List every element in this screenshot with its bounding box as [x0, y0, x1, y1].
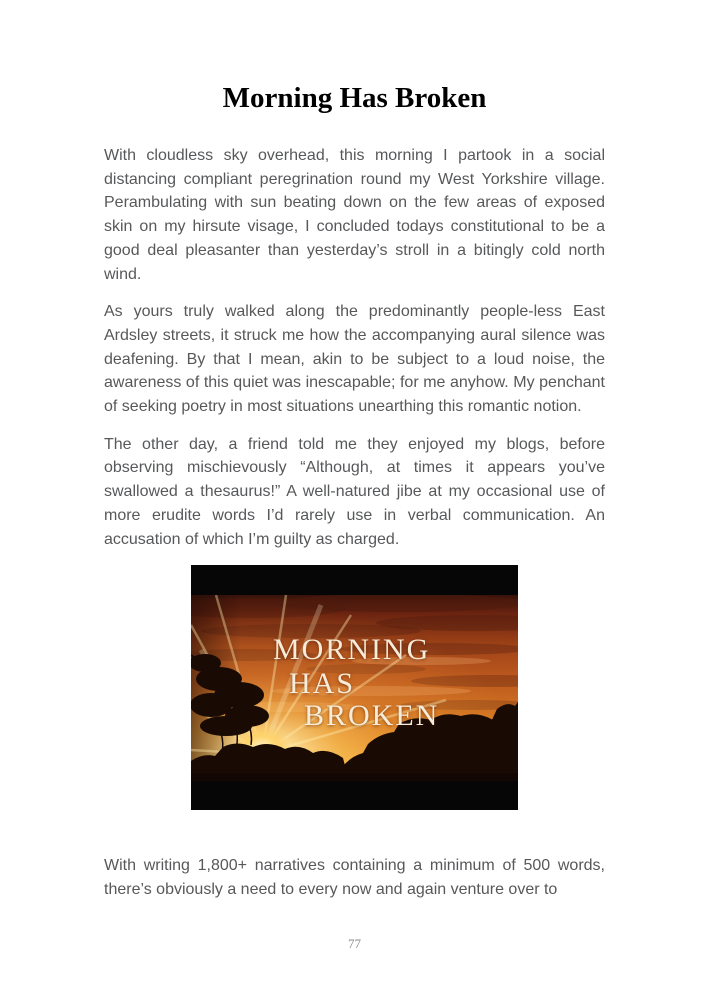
letterbox-bar-top [191, 565, 518, 595]
page-content [104, 0, 605, 916]
figure-video-still [191, 565, 518, 810]
sunrise-photo [191, 595, 518, 781]
body-paragraph-4: With writing 1,800+ narratives containing a minimum of 500 words, there’s obviously a need to every now and again venture over to [104, 857, 605, 898]
figure-caption-line-2: HAS [289, 667, 356, 701]
page-number: 77 [348, 936, 361, 951]
body-paragraph-3: The other day, a friend told me they enjoyed my blogs, before observing mischievously “Although, at times it appears you’ve swallowed a thesaurus!” A well-natured jibe at my occasional use of more erudite words I’d rarely use in verbal communication. An accusation of which I’m guilty as charged. [104, 435, 605, 548]
body-paragraph-2: As yours truly walked along the predominantly people-less East Ardsley streets, it struck me how the accompanying aural silence was deafening. By that I mean, akin to be subject to a loud noise, the awareness of this quiet was inescapable; for me anyhow. My penchant of seeking poetry in most situations unearthing this romantic notion. [104, 303, 605, 416]
letterbox-bar-bottom [191, 781, 518, 810]
figure-caption-line-3: BROKEN [304, 699, 440, 733]
body-paragraph-1: With cloudless sky overhead, this morning I partook in a social distancing compliant peregrination round my West Yorkshire village. Perambulating with sun beating down on the few areas of exposed skin on my hirsute visage, I concluded todays constitutional to be a good deal pleasanter than yesterday’s stroll in a bitingly cold north wind. [104, 147, 605, 283]
figure-caption-line-1: MORNING [273, 633, 431, 667]
page-title: Morning Has Broken [222, 82, 487, 114]
